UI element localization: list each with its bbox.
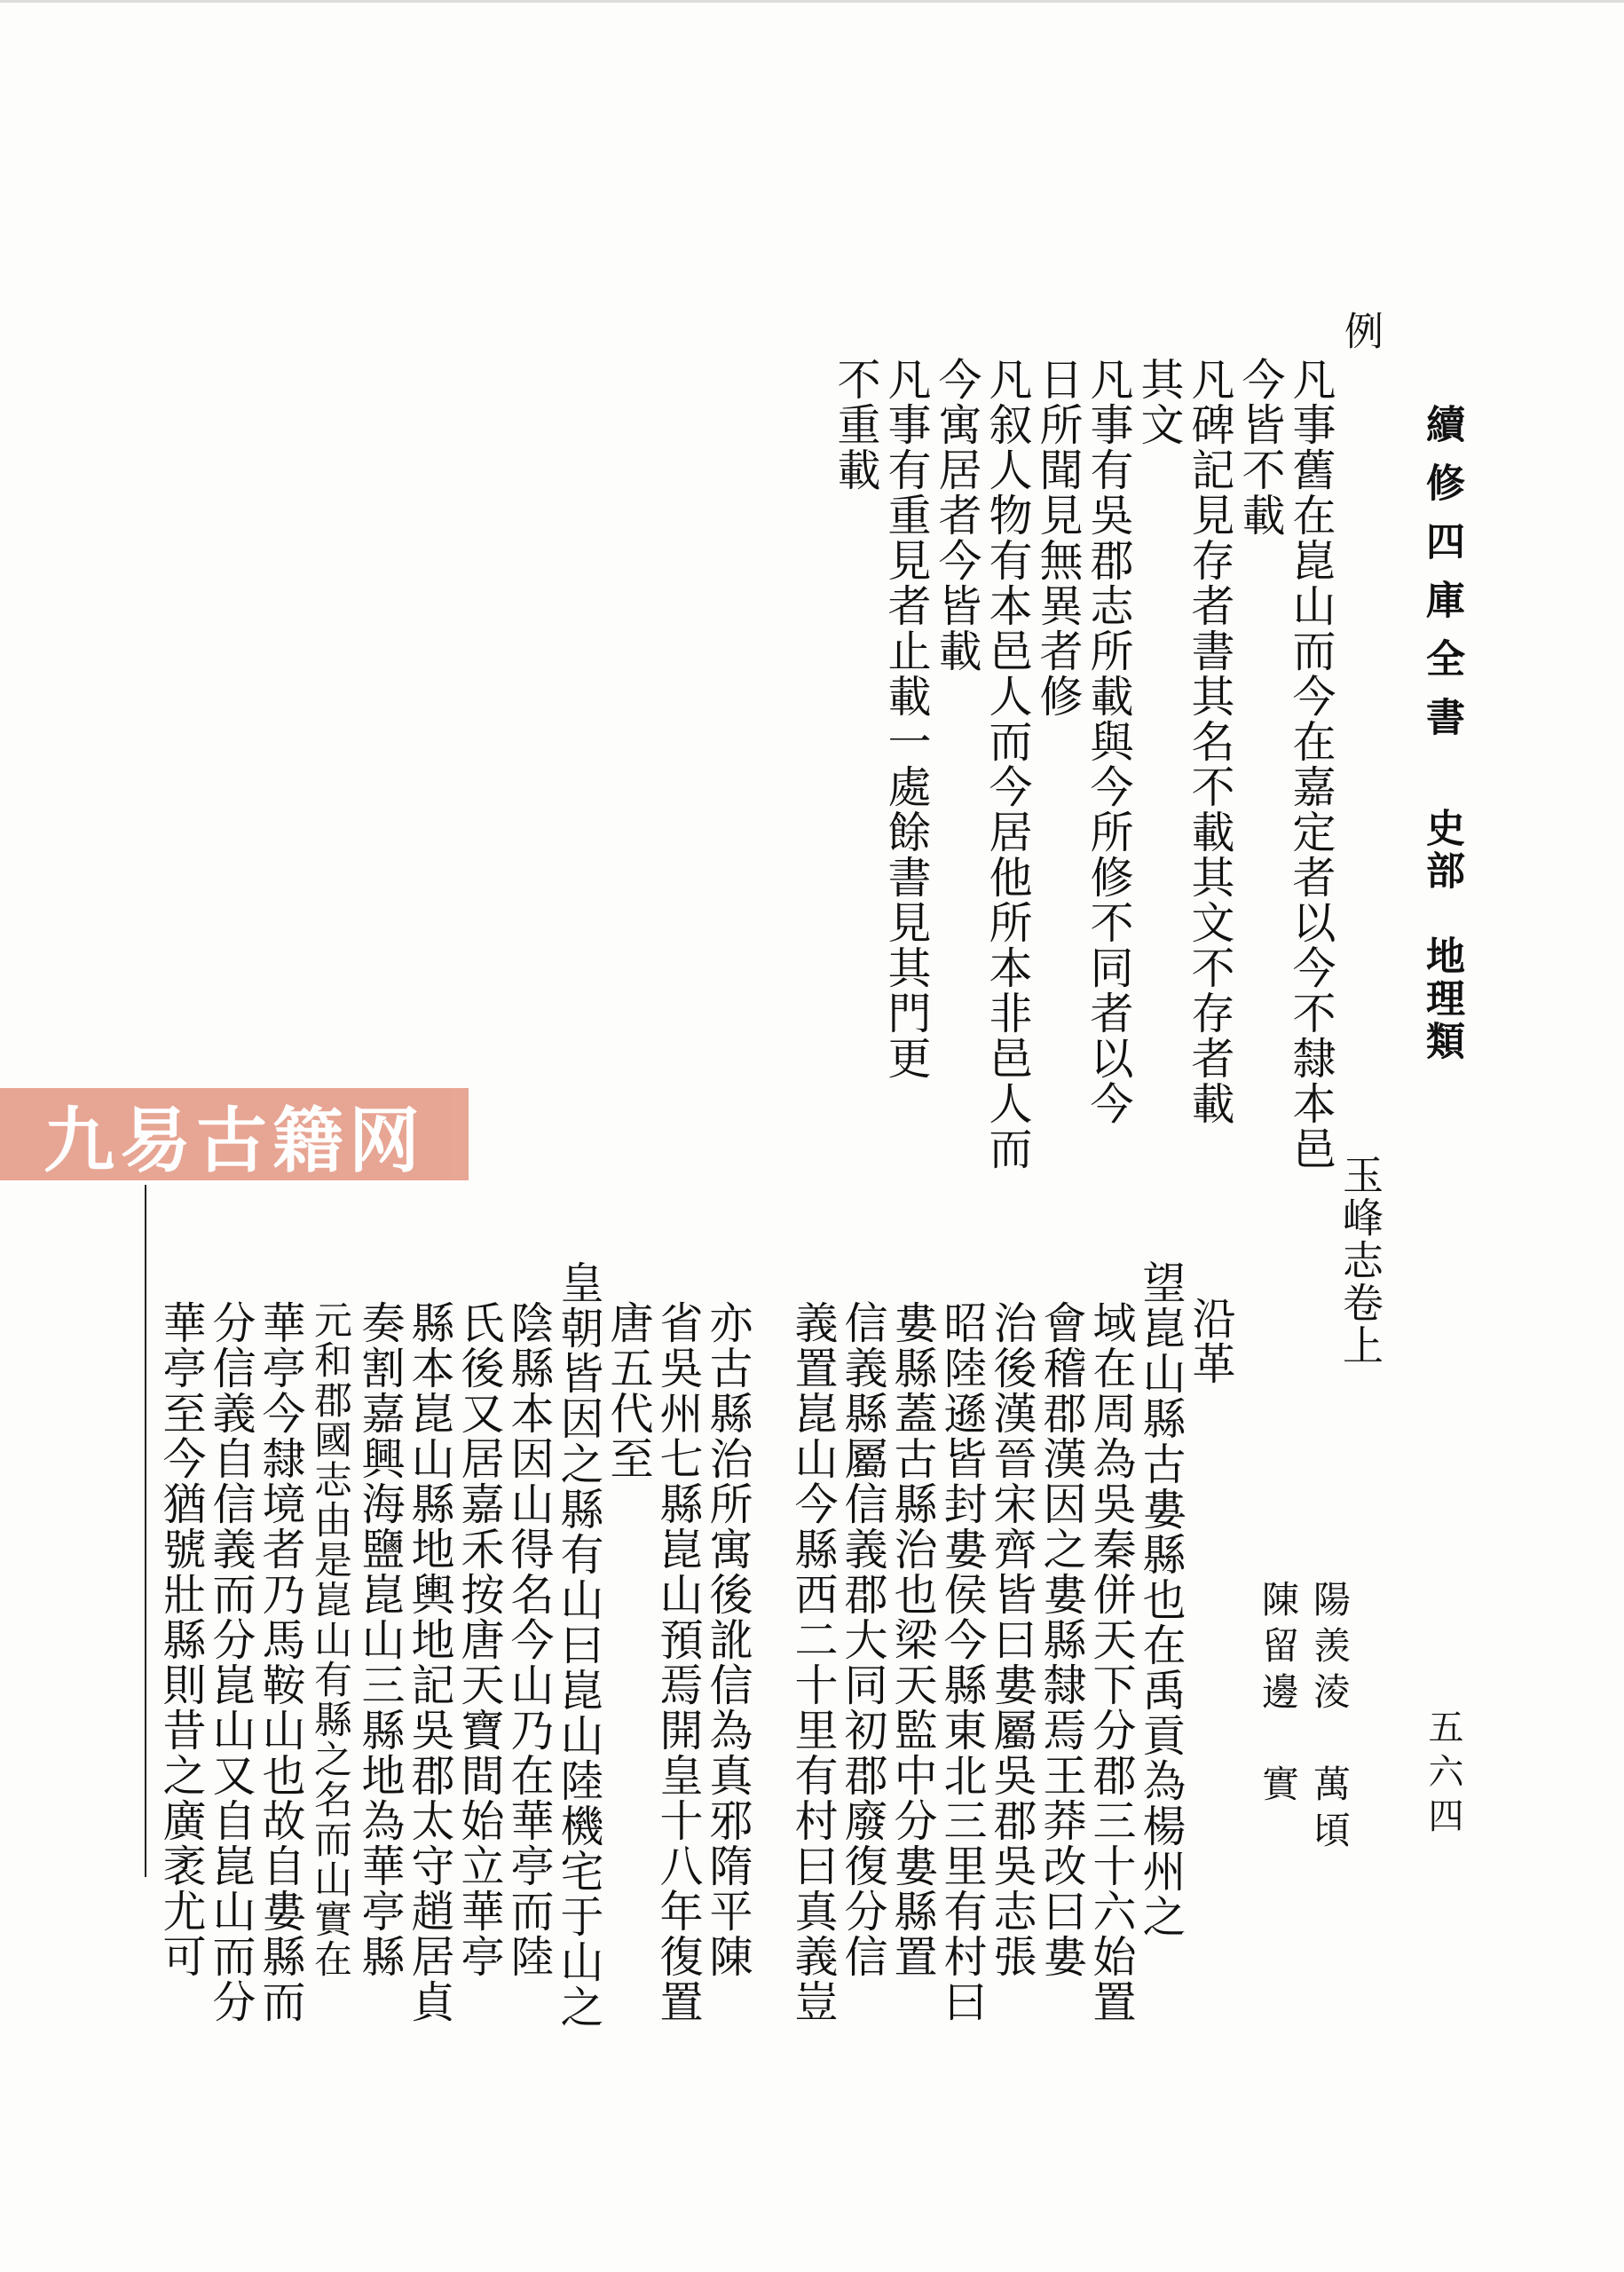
author-line: 陳留邊 實 xyxy=(1257,1580,1300,1810)
main-column: 縣本崑山縣地輿地記吳郡太守趙居貞 xyxy=(405,1300,455,2024)
main-column: 華亭至今猶號壯縣則昔之廣袤尤可 xyxy=(156,1300,207,1979)
main-column: 義置崑山今縣西二十里有村曰真義豈 xyxy=(788,1300,839,2024)
preface-column: 今皆不載 xyxy=(1235,357,1286,538)
preface-column: 凡碑記見存者書其名不載其文不存者載 xyxy=(1185,357,1235,1126)
main-column: 婁縣蓋古縣治也梁天監中分婁縣置 xyxy=(887,1300,938,1979)
preface-column: 今寓居者今皆載 xyxy=(932,357,982,674)
page-top-edge xyxy=(0,0,1624,3)
main-column: 望崑山縣古婁縣也在禹貢為楊州之 xyxy=(1136,1260,1186,1939)
watermark-logo: 九易古籍网 xyxy=(0,1088,469,1180)
main-column: 治後漢晉宋齊皆曰婁屬吳郡吳志張 xyxy=(987,1300,1037,1979)
page-number: 五六四 xyxy=(1423,1708,1463,1842)
main-column: 奏割嘉興海鹽崑山三縣地為華亭縣 xyxy=(355,1300,406,1979)
main-column: 信義縣屬信義郡大同初郡廢復分信 xyxy=(838,1300,888,1979)
preface-label: 例 xyxy=(1337,311,1383,351)
preface-column: 其文 xyxy=(1134,357,1185,447)
header-category: 史部 地理類 xyxy=(1419,808,1464,1063)
main-column: 唐五代至 xyxy=(603,1300,654,1481)
main-column: 皇朝皆因之縣有山曰崑山陸機宅于山之 xyxy=(554,1260,604,2030)
main-column: 華亭今隸境者乃馬鞍山也故自婁縣而 xyxy=(256,1300,306,2024)
page-border-line xyxy=(145,1185,146,1877)
main-column: 氏後又居嘉禾按唐天寶間始立華亭 xyxy=(454,1300,505,1979)
section-title: 沿革 xyxy=(1186,1296,1236,1386)
main-column: 陰縣本因山得名今山乃在華亭而陸 xyxy=(504,1300,555,1979)
volume-title: 玉峰志卷上 xyxy=(1336,1154,1384,1367)
preface-column: 不重載 xyxy=(831,357,881,493)
main-column: 會稽郡漢因之婁縣隸焉王莽改曰婁 xyxy=(1037,1300,1087,1979)
main-column: 分信義自信義而分崑山又自崑山而分 xyxy=(206,1300,256,2024)
main-column: 元和郡國志由是崑山有縣之名而山實在 xyxy=(308,1300,352,1979)
preface-column: 凡事舊在崑山而今在嘉定者以今不隸本邑 xyxy=(1286,357,1336,1172)
header-title: 續修四庫全書 xyxy=(1419,404,1464,755)
main-column: 亦古縣治所寓後訛信為真邪隋平陳 xyxy=(703,1300,753,1979)
main-column: 域在周為吳秦併天下分郡三十六始置 xyxy=(1086,1300,1137,2024)
main-column: 省吳州七縣崑山預焉開皇十八年復置 xyxy=(653,1300,704,2024)
author-line: 陽羡淩 萬頃 xyxy=(1308,1580,1352,1857)
preface-column: 凡事有吳郡志所載與今所修不同者以今 xyxy=(1084,357,1134,1126)
preface-column: 凡叙人物有本邑人而今居他所本非邑人而 xyxy=(982,357,1033,1172)
preface-column: 日所聞見無異者修 xyxy=(1033,357,1084,719)
preface-column: 凡事有重見者止載一處餘書見其門更 xyxy=(881,357,932,1081)
main-column: 昭陸遜皆封婁侯今縣東北三里有村曰 xyxy=(937,1300,988,2024)
